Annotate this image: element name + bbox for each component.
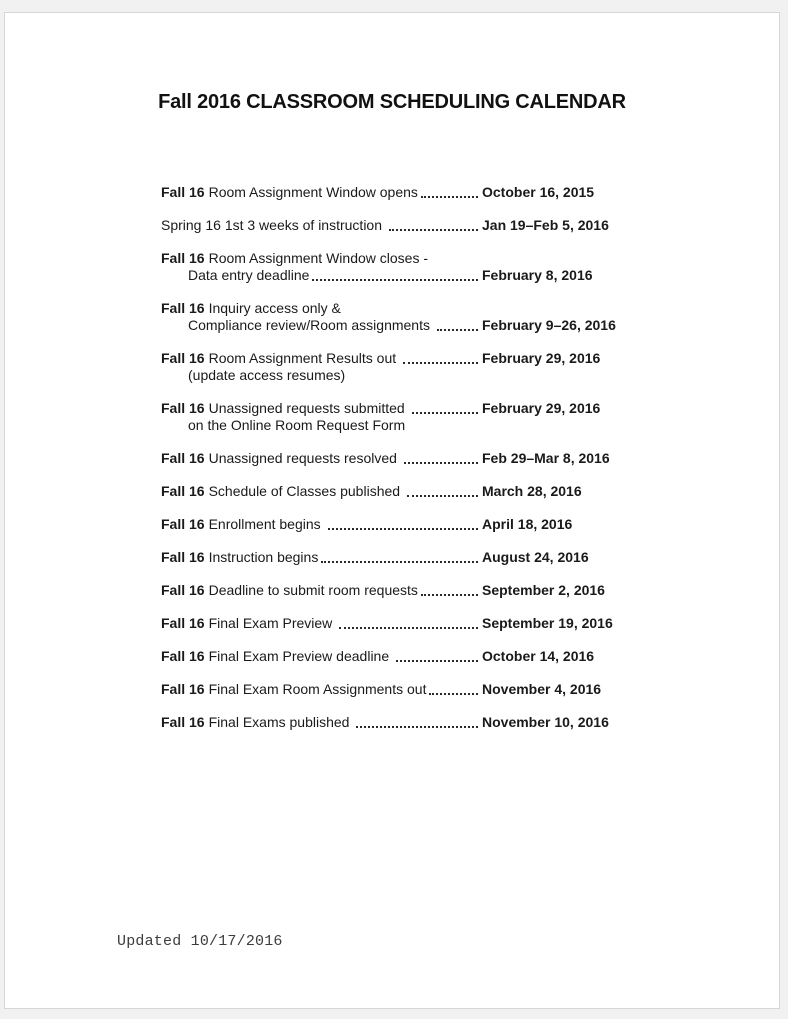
- entry-text: (update access resumes): [188, 367, 346, 383]
- calendar-entry-line: [161, 681, 641, 698]
- entry-line-body: [161, 714, 482, 731]
- term-label: Fall 16: [161, 483, 205, 499]
- calendar-entry-line: [161, 615, 641, 632]
- entry-date: April 18, 2016: [482, 516, 573, 532]
- entry-line-body: [161, 417, 482, 434]
- entry-text: Inquiry access only &: [208, 300, 341, 316]
- entry-text: Instruction begins: [208, 549, 319, 565]
- entry-text: Spring 16 1st 3 weeks of instruction: [161, 217, 386, 233]
- calendar-entry-line: [161, 417, 641, 434]
- calendar-entry-line: [161, 400, 641, 417]
- entry-text: Data entry deadline: [188, 267, 310, 283]
- dot-leader: [421, 196, 478, 198]
- entry-text: Room Assignment Window opens: [208, 184, 418, 200]
- entry-line-body: [161, 582, 482, 599]
- term-label: Fall 16: [161, 250, 205, 266]
- entry-text: Schedule of Classes published: [208, 483, 404, 499]
- entry-text: Unassigned requests resolved: [208, 450, 401, 466]
- calendar-entry-line: [161, 350, 641, 367]
- entry-line-body: [161, 267, 482, 284]
- entry-date: February 29, 2016: [482, 400, 601, 416]
- calendar-page: [4, 12, 780, 1009]
- term-label: Fall 16: [161, 549, 205, 565]
- term-label: Fall 16: [161, 184, 205, 200]
- term-label: Fall 16: [161, 400, 205, 416]
- dot-leader: [339, 627, 478, 629]
- entry-text: Deadline to submit room requests: [208, 582, 418, 598]
- dot-leader: [328, 528, 478, 530]
- entry-line-body: [161, 549, 482, 566]
- term-label: Fall 16: [161, 681, 205, 697]
- entry-line-body: [161, 400, 482, 417]
- entry-date: August 24, 2016: [482, 549, 589, 565]
- entry-text: Final Exams published: [208, 714, 354, 730]
- entry-line-body: [161, 300, 482, 317]
- term-label: Fall 16: [161, 516, 205, 532]
- dot-leader: [429, 693, 478, 695]
- calendar-entry-line: [161, 367, 641, 384]
- calendar-entry-line: [161, 450, 641, 467]
- entry-line-body: [161, 250, 482, 267]
- entry-line-body: [161, 483, 482, 500]
- entry-date: September 2, 2016: [482, 582, 605, 598]
- entry-date: October 14, 2016: [482, 648, 595, 664]
- calendar-entry-line: [161, 516, 641, 533]
- dot-leader: [321, 561, 478, 563]
- calendar-entry-line: [161, 184, 641, 201]
- calendar-entry-list: [161, 184, 641, 731]
- calendar-entry-line: [161, 317, 641, 334]
- entry-text: Final Exam Preview: [208, 615, 337, 631]
- entry-text: on the Online Room Request Form: [188, 417, 406, 433]
- calendar-entry-line: [161, 250, 641, 267]
- entry-line-body: [161, 648, 482, 665]
- term-label: Fall 16: [161, 450, 205, 466]
- dot-leader: [407, 495, 478, 497]
- calendar-entry-line: [161, 582, 641, 599]
- entry-text: Room Assignment Window closes -: [208, 250, 429, 266]
- entry-date: March 28, 2016: [482, 483, 582, 499]
- entry-date: September 19, 2016: [482, 615, 613, 631]
- entry-line-body: [161, 184, 482, 201]
- entry-text: Unassigned requests submitted: [208, 400, 409, 416]
- term-label: Fall 16: [161, 300, 205, 316]
- term-label: Fall 16: [161, 350, 205, 366]
- calendar-entry-line: [161, 483, 641, 500]
- entry-line-body: [161, 615, 482, 632]
- entry-text: Compliance review/Room assignments: [188, 317, 434, 333]
- dot-leader: [389, 229, 478, 231]
- entry-line-body: [161, 681, 482, 698]
- entry-line-body: [161, 317, 482, 334]
- calendar-entry-line: [161, 217, 641, 234]
- term-label: Fall 16: [161, 648, 205, 664]
- calendar-entry-line: [161, 648, 641, 665]
- entry-text: Room Assignment Results out: [208, 350, 401, 366]
- calendar-entry-line: [161, 714, 641, 731]
- entry-date: November 4, 2016: [482, 681, 602, 697]
- dot-leader: [404, 462, 478, 464]
- dot-leader: [421, 594, 478, 596]
- entry-line-body: [161, 450, 482, 467]
- dot-leader: [356, 726, 478, 728]
- entry-line-body: [161, 367, 482, 384]
- calendar-entry-line: [161, 549, 641, 566]
- entry-line-body: [161, 516, 482, 533]
- updated-timestamp: Updated 10/17/2016: [117, 933, 283, 950]
- dot-leader: [412, 412, 478, 414]
- term-label: Fall 16: [161, 582, 205, 598]
- dot-leader: [396, 660, 478, 662]
- dot-leader: [312, 279, 478, 281]
- calendar-entry-line: [161, 267, 641, 284]
- entry-line-body: [161, 217, 482, 234]
- entry-date: Jan 19–Feb 5, 2016: [482, 217, 609, 233]
- entry-text: Enrollment begins: [208, 516, 325, 532]
- entry-date: October 16, 2015: [482, 184, 595, 200]
- entry-date: February 9–26, 2016: [482, 317, 616, 333]
- page-title: Fall 2016 CLASSROOM SCHEDULING CALENDAR: [158, 91, 626, 113]
- entry-text: Final Exam Room Assignments out: [208, 681, 427, 697]
- term-label: Fall 16: [161, 615, 205, 631]
- entry-date: February 8, 2016: [482, 267, 593, 283]
- calendar-entry-line: [161, 300, 641, 317]
- dot-leader: [403, 362, 478, 364]
- dot-leader: [437, 329, 478, 331]
- entry-text: Final Exam Preview deadline: [208, 648, 394, 664]
- entry-date: February 29, 2016: [482, 350, 601, 366]
- term-label: Fall 16: [161, 714, 205, 730]
- entry-date: November 10, 2016: [482, 714, 609, 730]
- entry-line-body: [161, 350, 482, 367]
- entry-date: Feb 29–Mar 8, 2016: [482, 450, 610, 466]
